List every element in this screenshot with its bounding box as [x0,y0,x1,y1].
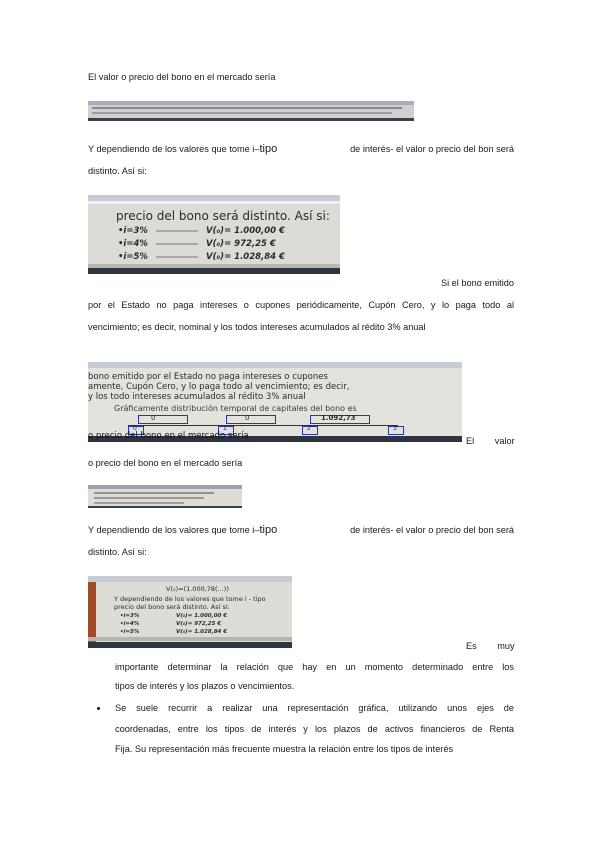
cell-value: 0 [245,414,250,422]
image-rate: •i=5% [120,629,140,635]
paragraph-text: por el Estado no paga intereses o cupones periódicamente, Cupón Cero, y lo paga todo al [88,300,514,310]
image-text: precio del bono será distinto. Así si: [114,603,230,611]
image-rate: •i=4% [120,621,140,627]
text-run: de interés- el valor o precio del bon será [350,525,514,535]
image-text: y los todo intereses acumulados al rédito 3% anual [88,392,306,402]
image-text: amente, Cupón Cero, y lo paga todo al vencimiento; es decir, [88,382,350,392]
period-label: 3 [393,425,397,432]
image-value: V(₀)= 1.028,84 € [176,629,228,635]
list-item: coordenadas, entre los tipos de interés y los plazos de activos financieros de Renta [115,724,514,734]
image-text: Y dependiendo de los valores que tome i - tipo [114,595,266,603]
text-run: tipo [259,143,278,155]
embedded-screenshot-rates-2 [88,576,292,648]
image-value: V(₀)= 1.000,00 € [176,613,228,619]
text-run: Y dependiendo de los valores que tome i [88,144,255,154]
text-run: Y dependiendo de los valores que tome i–tipo [88,143,278,155]
image-value: V(₀)= 1.028,84 € [206,252,285,262]
image-caption: Gráficamente distribución temporal de capitales del bono es [114,404,357,413]
embedded-screenshot-coupon [88,362,462,442]
cell-value: 0 [151,414,156,422]
image-rate: •i=3% [120,613,140,619]
image-value: V(₀)= 1.000,00 € [206,226,285,236]
paragraph-text [88,143,514,155]
cell-value: 1.092,73 [321,414,356,422]
list-item: Fija. Su representación más frecuente muestra la relación entre los tipos de interés [115,744,454,754]
arrows [88,195,340,274]
paragraph-text: tipos de interés y los plazos o vencimientos. [115,681,295,691]
image-rate: •i=5% [118,252,148,262]
paragraph-text: distinto. Así si: [88,547,147,557]
bullet-icon [97,707,100,710]
paragraph-text: distinto. Así si: [88,166,147,176]
period-label: 2 [307,425,311,432]
paragraph-text [88,524,514,536]
text-run: El valor [466,436,515,446]
embedded-screenshot-rates [88,195,340,274]
cash-box [310,415,370,424]
paragraph-text [466,435,514,447]
image-text: bono emitido por el Estado no paga intereses o cupones [88,372,328,382]
cash-box [226,415,276,424]
list-item: Se suele recurrir a realizar una representación gráfica, utilizando unos ejes de [115,703,514,713]
text-run: Es muy [466,641,515,651]
embedded-screenshot-strip [88,101,414,121]
paragraph-text: El valor o precio del bono en el mercado sería [88,72,276,82]
text-run: Y dependiendo de los valores que tome i–tipo [88,524,278,536]
browser-bar [88,362,462,368]
taskbar [88,642,292,648]
paragraph-text: importante determinar la relación que hay en un momento determinado entre los [115,662,514,672]
image-rate: •i=3% [118,226,148,236]
paragraph-text [466,640,514,652]
text-run: Y dependiendo de los valores que tome i [88,525,255,535]
text-run: de interés- el valor o precio del bon será [350,144,514,154]
image-value: V(₀)= 972,25 € [206,239,276,249]
paragraph-text: vencimiento; es decir, nominal y los todos intereses acumulados al rédito 3% anual [88,322,426,332]
embedded-screenshot-snippet [88,485,242,508]
period-label: 1 [223,425,227,432]
cash-box [138,415,188,424]
period-label: 0 [133,425,137,432]
paragraph-text: Si el bono emitido [440,278,514,288]
image-rate: •i=4% [118,239,148,249]
image-heading: precio del bono será distinto. Así si: [116,209,330,223]
text-run: tipo [259,524,278,536]
paragraph-text: o precio del bono en el mercado sería [88,458,243,468]
browser-bar [88,576,292,582]
period-box [388,426,404,435]
image-text: o precio del bono en el mercado sería [88,431,249,441]
taskbar [88,268,340,274]
image-formula: V(₀)=(1.000,78(...)) [166,585,229,593]
period-box [302,426,318,435]
image-value: V(₀)= 972,25 € [176,621,222,627]
